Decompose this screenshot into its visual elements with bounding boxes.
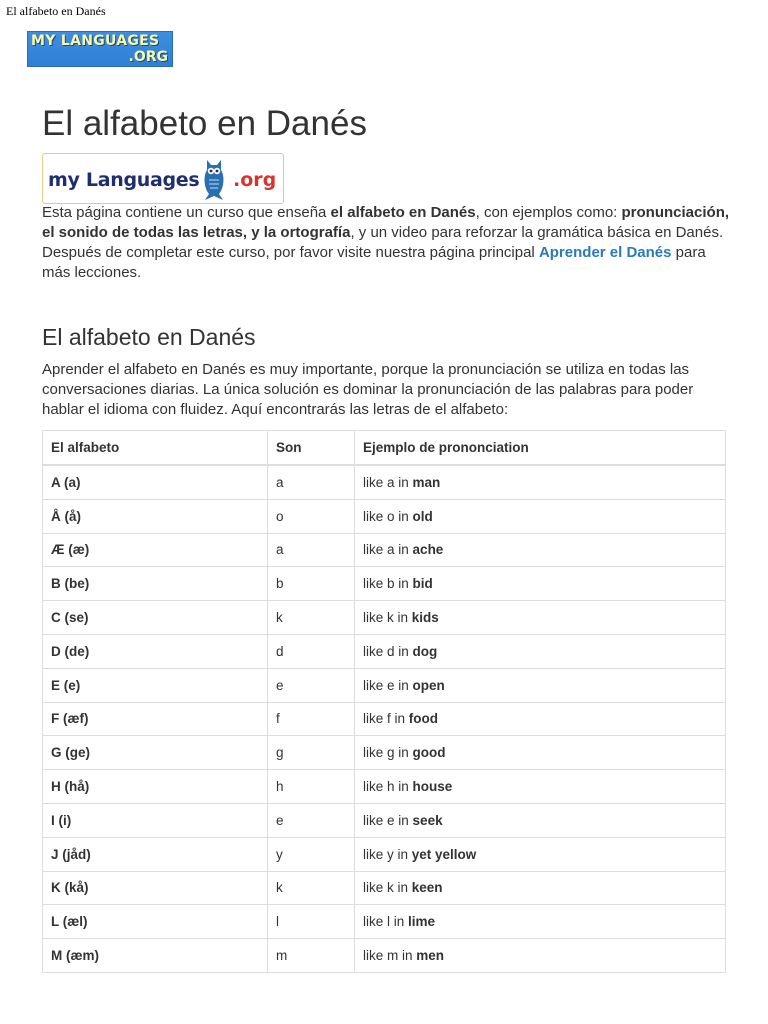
example-sound: f [387, 711, 391, 727]
letter-cell: G (ge) [43, 736, 268, 770]
example-prefix: like [363, 542, 388, 558]
example-word: seek [412, 812, 443, 828]
example-sound: e [387, 812, 395, 828]
example-sound: d [387, 643, 395, 659]
logo-text-line1: MY LANGUAGES [31, 33, 160, 49]
table-row [43, 837, 726, 871]
example-cell [355, 634, 726, 668]
letter-cell: M (æm) [43, 939, 268, 973]
sound-cell: e [268, 803, 355, 837]
example-sound: k [387, 880, 394, 896]
example-prefix: like [363, 576, 388, 592]
example-prefix: like [363, 643, 388, 659]
example-cell [355, 803, 726, 837]
example-cell [355, 702, 726, 736]
example-word: bid [412, 576, 433, 592]
example-sound: k [387, 610, 394, 626]
letter-cell: C (se) [43, 601, 268, 635]
header-sound: Son [268, 431, 355, 466]
example-mid: in [394, 812, 413, 828]
letter-cell: K (kå) [43, 871, 268, 905]
example-cell [355, 601, 726, 635]
learn-danish-link[interactable]: Aprender el Danés [538, 244, 672, 261]
example-mid: in [394, 745, 413, 761]
example-mid: in [393, 610, 412, 626]
example-cell [355, 837, 726, 871]
sound-cell: b [268, 567, 355, 601]
table-row [43, 567, 726, 601]
example-mid: in [390, 711, 409, 727]
letter-cell: Å (å) [43, 499, 268, 533]
site-logo[interactable] [27, 31, 173, 67]
example-word: ache [412, 542, 444, 558]
example-sound: e [387, 677, 395, 693]
table-row [43, 634, 726, 668]
example-word: old [412, 508, 433, 524]
example-prefix: like [363, 779, 388, 795]
letter-cell: E (e) [43, 668, 268, 702]
example-cell [355, 465, 726, 499]
letter-cell: A (a) [43, 465, 268, 499]
intro-text-4: para más lecciones. [42, 244, 706, 281]
example-mid: in [394, 474, 413, 490]
example-prefix: like [363, 914, 388, 930]
intro-bold-2: pronunciación, el sonido de todas las letras, y la ortografía [42, 204, 730, 241]
example-mid: in [394, 643, 413, 659]
letter-cell: F (æf) [43, 702, 268, 736]
example-sound: a [387, 542, 395, 558]
example-word: house [412, 779, 453, 795]
example-sound: l [387, 914, 391, 930]
example-mid: in [394, 576, 413, 592]
table-row [43, 736, 726, 770]
intro-paragraph [42, 203, 732, 283]
sound-cell: e [268, 668, 355, 702]
sound-cell: f [268, 702, 355, 736]
example-sound: g [387, 745, 395, 761]
example-cell [355, 668, 726, 702]
example-mid: in [390, 914, 409, 930]
header-alphabet: El alfabeto [43, 431, 268, 466]
letter-cell: I (i) [43, 803, 268, 837]
example-sound: m [387, 948, 399, 964]
sound-cell: h [268, 770, 355, 804]
content-logo [42, 153, 284, 204]
example-cell [355, 499, 726, 533]
sound-cell: a [268, 533, 355, 567]
example-cell [355, 770, 726, 804]
table-row [43, 601, 726, 635]
example-mid: in [398, 948, 417, 964]
example-prefix: like [363, 948, 388, 964]
example-sound: b [387, 576, 395, 592]
sound-cell: g [268, 736, 355, 770]
sound-cell: o [268, 499, 355, 533]
table-row [43, 533, 726, 567]
table-row [43, 939, 726, 973]
alphabet-table [42, 430, 726, 973]
example-cell [355, 939, 726, 973]
content-logo-text: my Languages [48, 169, 200, 191]
document-title: El alfabeto en Danés [6, 4, 106, 18]
section-heading: El alfabeto en Danés [42, 324, 256, 350]
example-cell [355, 905, 726, 939]
example-word: men [416, 948, 445, 964]
example-mid: in [394, 542, 413, 558]
letter-cell: J (jåd) [43, 837, 268, 871]
example-word: open [412, 677, 445, 693]
example-sound: a [387, 474, 395, 490]
table-row [43, 668, 726, 702]
example-prefix: like [363, 880, 388, 896]
example-sound: o [387, 508, 395, 524]
example-prefix: like [363, 610, 388, 626]
letter-cell: D (de) [43, 634, 268, 668]
example-cell [355, 533, 726, 567]
example-prefix: like [363, 812, 388, 828]
intro-bold-1: el alfabeto en Danés [330, 204, 476, 221]
example-sound: y [387, 846, 394, 862]
sound-cell: y [268, 837, 355, 871]
sound-cell: l [268, 905, 355, 939]
header-example: Ejemplo de prononciation [355, 431, 726, 466]
example-mid: in [394, 508, 413, 524]
example-prefix: like [363, 474, 388, 490]
table-header-row [43, 431, 726, 466]
example-word: lime [408, 914, 436, 930]
table-row [43, 803, 726, 837]
intro-text-3: , y un video para reforzar la gramática básica en Danés. Después de completar este curso, por favor visite nuestra página principal [42, 224, 724, 261]
example-prefix: like [363, 508, 388, 524]
section-paragraph: Aprender el alfabeto en Danés es muy importante, porque la pronunciación se utiliza en todas las conversaciones diarias. La única solución es dominar la pronunciación de las palabras para poder hablar el idioma con fluidez. Aquí encontrarás las letras de el alfabeto: [42, 361, 694, 418]
letter-cell: H (hå) [43, 770, 268, 804]
sound-cell: k [268, 601, 355, 635]
sound-cell: a [268, 465, 355, 499]
example-word: yet yellow [411, 846, 477, 862]
example-prefix: like [363, 711, 388, 727]
example-prefix: like [363, 846, 388, 862]
letter-cell: B (be) [43, 567, 268, 601]
example-prefix: like [363, 745, 388, 761]
table-row [43, 499, 726, 533]
table-row [43, 465, 726, 499]
intro-text-1: Esta página contiene un curso que enseña [42, 204, 331, 221]
example-word: dog [412, 643, 438, 659]
example-mid: in [394, 779, 413, 795]
example-word: good [412, 745, 446, 761]
table-row [43, 702, 726, 736]
owl-icon [197, 156, 231, 204]
intro-text-2: , con ejemplos como: [475, 204, 622, 221]
letter-cell: L (æl) [43, 905, 268, 939]
example-mid: in [394, 677, 413, 693]
table-row [43, 770, 726, 804]
example-word: kids [411, 610, 439, 626]
sound-cell: d [268, 634, 355, 668]
sound-cell: k [268, 871, 355, 905]
example-cell [355, 736, 726, 770]
sound-cell: m [268, 939, 355, 973]
example-prefix: like [363, 677, 388, 693]
table-row [43, 871, 726, 905]
example-word: keen [411, 880, 443, 896]
content-logo-domain: .org [233, 169, 277, 191]
example-sound: h [387, 779, 395, 795]
example-mid: in [393, 880, 412, 896]
letter-cell: Æ (æ) [43, 533, 268, 567]
page-title: El alfabeto en Danés [42, 104, 367, 143]
example-word: man [412, 474, 441, 490]
example-cell [355, 567, 726, 601]
table-row [43, 905, 726, 939]
logo-text-line2: .ORG [128, 49, 168, 65]
example-mid: in [393, 846, 412, 862]
example-word: food [408, 711, 439, 727]
example-cell [355, 871, 726, 905]
